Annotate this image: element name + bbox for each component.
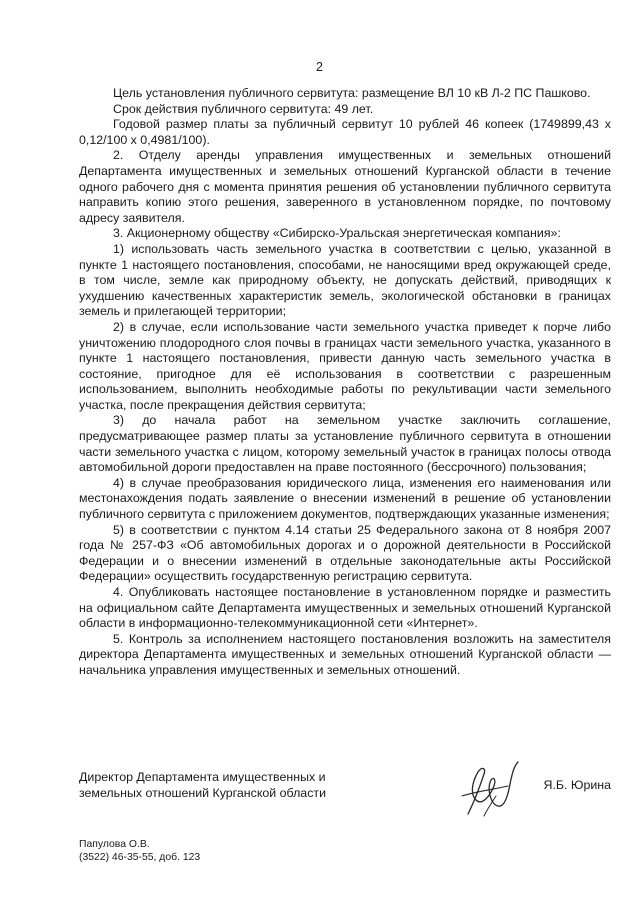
signature-block [79, 770, 611, 830]
paragraph-annual-fee: Годовой размер платы за публичный сервитут 10 рублей 46 копеек (1749899,43 х 0,12/100 х 0,4981/100). [79, 117, 611, 147]
signer-title-line-2: земельных отношений Курганской области [79, 785, 326, 800]
paragraph-servitude-term: Срок действия публичного сервитута: 49 лет. [113, 101, 374, 116]
document-body [79, 86, 611, 679]
paragraph-item-3: 3. Акционерному обществу «Сибирско-Уральская энергетическая компания»: [113, 226, 561, 241]
paragraph-servitude-purpose: Цель установления публичного сервитута: размещение ВЛ 10 кВ Л-2 ПС Пашково. [113, 86, 591, 100]
handwritten-signature [454, 756, 524, 822]
executor-name: Папулова О.В. [79, 839, 150, 850]
signer-name: Я.Б. Юрина [543, 778, 611, 792]
paragraph-item-3-4: 4) в случае преобразования юридического лица, изменения его наименования или местонахождения подать заявление о внесении изменений в решение об установлении публичного сервитута с приложением документов, подтверждающих указанные изменения; [79, 475, 611, 522]
paragraph-item-4: 4. Опубликовать настоящее постановление в установленном порядке и разместить на официальном сайте Департамента имущественных и земельных отношений Курганской области в информационно-телекоммуникационной сети «Интернет». [79, 585, 611, 631]
signer-title-line-1: Директор Департамента имущественных и [79, 770, 326, 784]
paragraph-item-2: 2. Отделу аренды управления имущественных и земельных отношений Департамента имущественных и земельных отношений Курганской области в течение одного рабочего дня с момента принятия решения об установлении публичного сервитута направить копию этого решения, заверенного в установленном порядке, по почтовому адресу заявителя. [79, 148, 611, 225]
paragraph-item-5: 5. Контроль за исполнением настоящего постановления возложить на заместителя директора Департамента имущественных и земельных отношений Курганской области — начальника управления имущественных и земельных отношений. [79, 631, 611, 677]
paragraph-item-3-5: 5) в соответствии с пунктом 4.14 статьи 25 Федерального закона от 8 ноября 2007 года № 257-ФЗ «Об автомобильных дорогах и о дорожной деятельности в Российской Федерации и о внесении изменений в отдельные законодательные акты Российской Федерации» осуществить государственную регистрацию сервитута. [79, 522, 611, 584]
page-number: 2 [316, 60, 323, 74]
paragraph-item-3-2: 2) в случае, если использование части земельного участка приведет к порче либо уничтожению плодородного слоя почвы в границах части земельного участка, указанного в пункте 1 настоящего постановления, привести данную часть земельного участка в состояние, пригодное для её использования в соответствии с разрешенным использованием, выполнить необходимые работы по рекультивации части земельного участка, после прекращения действия сервитута; [79, 319, 611, 412]
executor-info [79, 838, 200, 864]
paragraph-item-3-1: 1) использовать часть земельного участка в соответствии с целью, указанной в пункте 1 настоящего постановления, способами, не наносящими вред окружающей среде, в том числе, земле как природному объекту, не допускать действий, приводящих к ухудшению качественных характеристик земель, экологической обстановки в границах земель и прилегающей территории; [79, 241, 611, 319]
signer-title [79, 770, 379, 801]
paragraph-item-3-3: 3) до начала работ на земельном участке заключить соглашение, предусматривающее размер платы за установление публичного сервитута в отношении части земельного участка с лицом, которому земельный участок в границах полосы отвода автомобильной дороги предоставлен на праве постоянного (бессрочного) пользования; [79, 413, 611, 475]
executor-phone: (3522) 46-35-55, доб. 123 [79, 852, 201, 863]
